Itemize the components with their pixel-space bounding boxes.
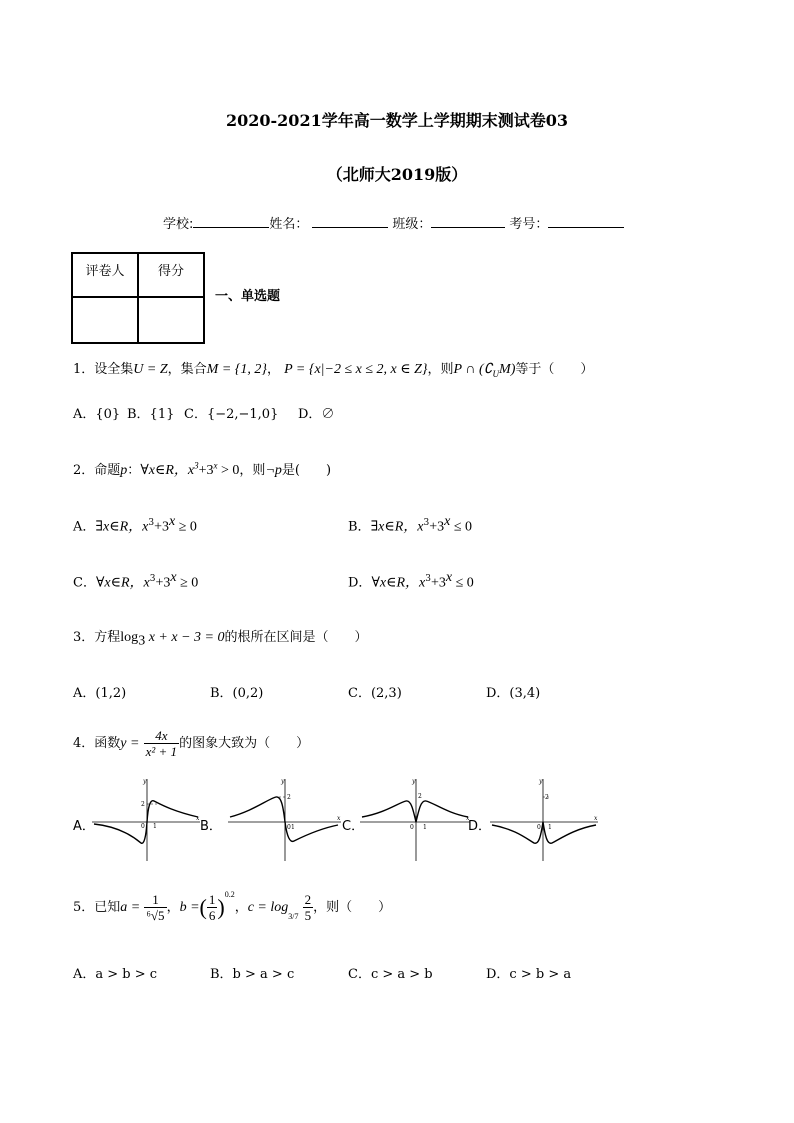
page-title: 2020-2021学年高一数学上学期期末测试卷03 (226, 111, 568, 130)
q5-fraction-c (303, 892, 314, 923)
tick-1: 1 (548, 824, 552, 831)
name-label: 姓名： (269, 217, 309, 232)
q4-number: 4． (73, 736, 95, 751)
q5-b-denominator: 6 (208, 908, 216, 923)
q5-option-b[interactable]: B．b > a > c (210, 967, 295, 982)
q1-math-sub: U (492, 368, 500, 379)
q4-graph-d[interactable] (490, 777, 600, 862)
q2-math-notp: ¬p (265, 463, 282, 478)
score-header: 得分 (138, 253, 204, 297)
q5-math-a: a = (120, 900, 141, 915)
q5-c-denominator: 5 (304, 908, 312, 923)
q1-math-m: M = {1, 2} (206, 362, 267, 377)
origin: 0 (141, 823, 145, 830)
q5-c-base: 3/7 (288, 912, 299, 921)
section-heading: 一、单选题 (215, 289, 281, 304)
q2-math-exp: x (213, 460, 218, 471)
tick-1: 1 (153, 823, 157, 830)
grader-header: 评卷人 (72, 253, 138, 297)
q5-a-numerator: 1 (144, 892, 166, 908)
q1-text: ，则 (427, 362, 454, 377)
q3-option-c[interactable]: C．(2,3) (348, 686, 402, 701)
q5-text: ， (234, 900, 248, 915)
q1-option-d[interactable]: D．∅ (298, 407, 335, 422)
option-math: ∃x∈R，x (370, 519, 424, 535)
q3-number: 3． (73, 630, 95, 645)
question-5 (73, 890, 391, 923)
q2-text: 是( ) (281, 463, 332, 478)
q5-number: 5． (73, 900, 95, 915)
q2-option-b[interactable] (348, 514, 472, 535)
q2-text: ： (127, 463, 141, 478)
q4-option-a-label[interactable]: A． (73, 819, 95, 834)
q5-option-a[interactable]: A．a > b > c (73, 967, 158, 982)
q5-fraction-b (207, 892, 218, 923)
q3-math-base: 3 (138, 633, 146, 649)
q4-fraction (144, 728, 179, 759)
q5-math-c: c = log (247, 900, 289, 915)
q3-text: 的根所在区间是（ ） (224, 630, 368, 645)
tick-2: 2 (287, 794, 291, 801)
q1-math-pc: P ∩ (∁ (453, 362, 493, 377)
q1-option-c[interactable]: C．{−2,−1,0} (184, 407, 279, 422)
option-exp: x (445, 570, 453, 585)
option-math: ≤ 0 (452, 575, 474, 591)
option-exp: 3 (423, 518, 430, 528)
q4-text: 的图象大致为（ ） (179, 736, 310, 751)
x-axis-label: x (337, 815, 341, 822)
q1-option-a[interactable]: A．{0} (73, 407, 121, 422)
question-3 (73, 626, 367, 650)
option-math: +3 (430, 575, 446, 591)
number-field[interactable] (548, 214, 624, 228)
option-math: +3 (154, 519, 169, 535)
name-field[interactable] (312, 214, 388, 228)
q5-option-c[interactable]: C．c > a > b (348, 967, 433, 982)
option-label: C． (73, 575, 96, 591)
q4-graph-a[interactable] (92, 777, 202, 862)
x-axis-label: x (466, 815, 470, 822)
q5-text: ， (166, 900, 180, 915)
q5-math-b: b = (179, 900, 200, 915)
option-math: ∃x∈R，x (95, 519, 149, 535)
option-exp: 3 (149, 574, 156, 584)
q4-graph-b[interactable] (228, 777, 343, 862)
q1-text: ， (266, 362, 280, 377)
option-exp: 3 (148, 518, 155, 528)
x-axis-label: x (594, 815, 598, 822)
option-label: B． (348, 519, 371, 535)
q3-text: 方程 (94, 630, 121, 645)
option-math: ≤ 0 (450, 519, 473, 535)
score-table (71, 252, 205, 344)
q2-option-d[interactable] (348, 570, 474, 591)
y-axis-label: y (539, 778, 543, 785)
option-math: ∀x∈R，x (95, 575, 150, 591)
option-exp: x (168, 514, 176, 529)
q5-a-denominator: ⁶√5 (146, 908, 165, 923)
q2-math-p: p (120, 463, 128, 478)
y-axis-label: y (412, 778, 416, 785)
q1-option-b[interactable]: B．{1} (127, 407, 175, 422)
q5-paren-open: ( (199, 894, 207, 920)
q5-c-numerator: 2 (304, 892, 312, 907)
q2-math-gt: > 0 (217, 463, 240, 478)
q4-option-b-label[interactable]: B． (200, 819, 222, 834)
q1-text: 等于（ ） (515, 362, 594, 377)
q2-math-all: ∀x∈R，x (140, 463, 195, 478)
q3-math-rest: x + x − 3 = 0 (145, 630, 225, 645)
school-label: 学校: (163, 217, 194, 232)
q4-numerator: 4x (144, 728, 179, 744)
question-2 (73, 459, 331, 479)
q5-text: ，则（ ） (313, 900, 392, 915)
q1-text: 设全集 (94, 362, 134, 377)
student-info-line (163, 213, 624, 232)
q4-math-y: y = (120, 736, 140, 751)
option-exp: x (170, 570, 177, 585)
q5-b-exponent: 0.2 (224, 890, 235, 899)
question-1 (73, 358, 593, 379)
grader-cell[interactable] (72, 297, 138, 343)
tick-1: 1 (423, 824, 427, 831)
q5-option-d[interactable]: D．c > b > a (486, 967, 572, 982)
question-4 (73, 728, 309, 759)
q4-option-c-label[interactable]: C． (342, 819, 365, 834)
q5-paren-close: ) (217, 894, 225, 920)
class-label: 班级： (392, 217, 432, 232)
q1-math-complement (454, 362, 516, 377)
q2-text: ，则 (239, 463, 266, 478)
q1-math-pc-end: M) (499, 362, 516, 377)
q4-graph-c[interactable] (360, 777, 472, 862)
option-label: D． (348, 575, 372, 591)
q5-b-numerator: 1 (208, 892, 216, 907)
q5-fraction-a (144, 892, 166, 923)
x-axis-label: x (196, 815, 200, 822)
q3-option-a[interactable]: A．(1,2) (73, 686, 127, 701)
y-axis-label: y (143, 778, 147, 785)
q2-text: 命题 (94, 463, 121, 478)
q1-number: 1． (73, 362, 95, 377)
q2-option-c[interactable] (73, 570, 198, 591)
q3-option-d[interactable]: D．(3,4) (486, 686, 541, 701)
tick-2: 2 (418, 793, 422, 800)
tick-2: 2 (141, 801, 145, 808)
option-math: +3 (155, 575, 171, 591)
origin: 0 (537, 824, 541, 831)
q4-denominator: x² + 1 (145, 744, 178, 759)
q1-text: ，集合 (167, 362, 207, 377)
q5-text: 已知 (94, 900, 121, 915)
q2-math-statement (140, 460, 240, 478)
class-field[interactable] (431, 214, 505, 228)
q4-text: 函数 (94, 736, 121, 751)
option-math: +3 (429, 519, 445, 535)
page-subtitle: （北师大2019版） (326, 165, 468, 184)
origin: 0 (410, 824, 414, 831)
score-cell[interactable] (138, 297, 204, 343)
q4-option-d-label[interactable]: D． (468, 819, 492, 834)
q1-math-p: P = {x|−2 ≤ x ≤ 2, x ∈ Z} (284, 362, 428, 377)
option-exp: 3 (425, 574, 431, 584)
tick-2: 2 (545, 794, 549, 801)
y-axis-label: y (281, 778, 285, 785)
option-math: ∀x∈R，x (371, 575, 426, 591)
q2-math-exp: 3 (194, 460, 199, 471)
option-label: A． (73, 519, 96, 535)
q3-option-b[interactable]: B．(0,2) (210, 686, 264, 701)
origin: 0 (287, 824, 291, 831)
school-field[interactable] (193, 214, 269, 228)
tick-1: 1 (291, 824, 295, 831)
q2-option-a[interactable] (73, 514, 197, 535)
option-math: ≥ 0 (176, 575, 199, 591)
q2-number: 2． (73, 463, 95, 478)
q1-math-u: U = Z (133, 362, 168, 377)
number-label: 考号： (509, 217, 549, 232)
option-exp: x (444, 514, 451, 529)
option-math: ≥ 0 (175, 519, 197, 535)
q2-math-plus: +3 (198, 463, 214, 478)
q3-math-log: log (120, 630, 139, 645)
